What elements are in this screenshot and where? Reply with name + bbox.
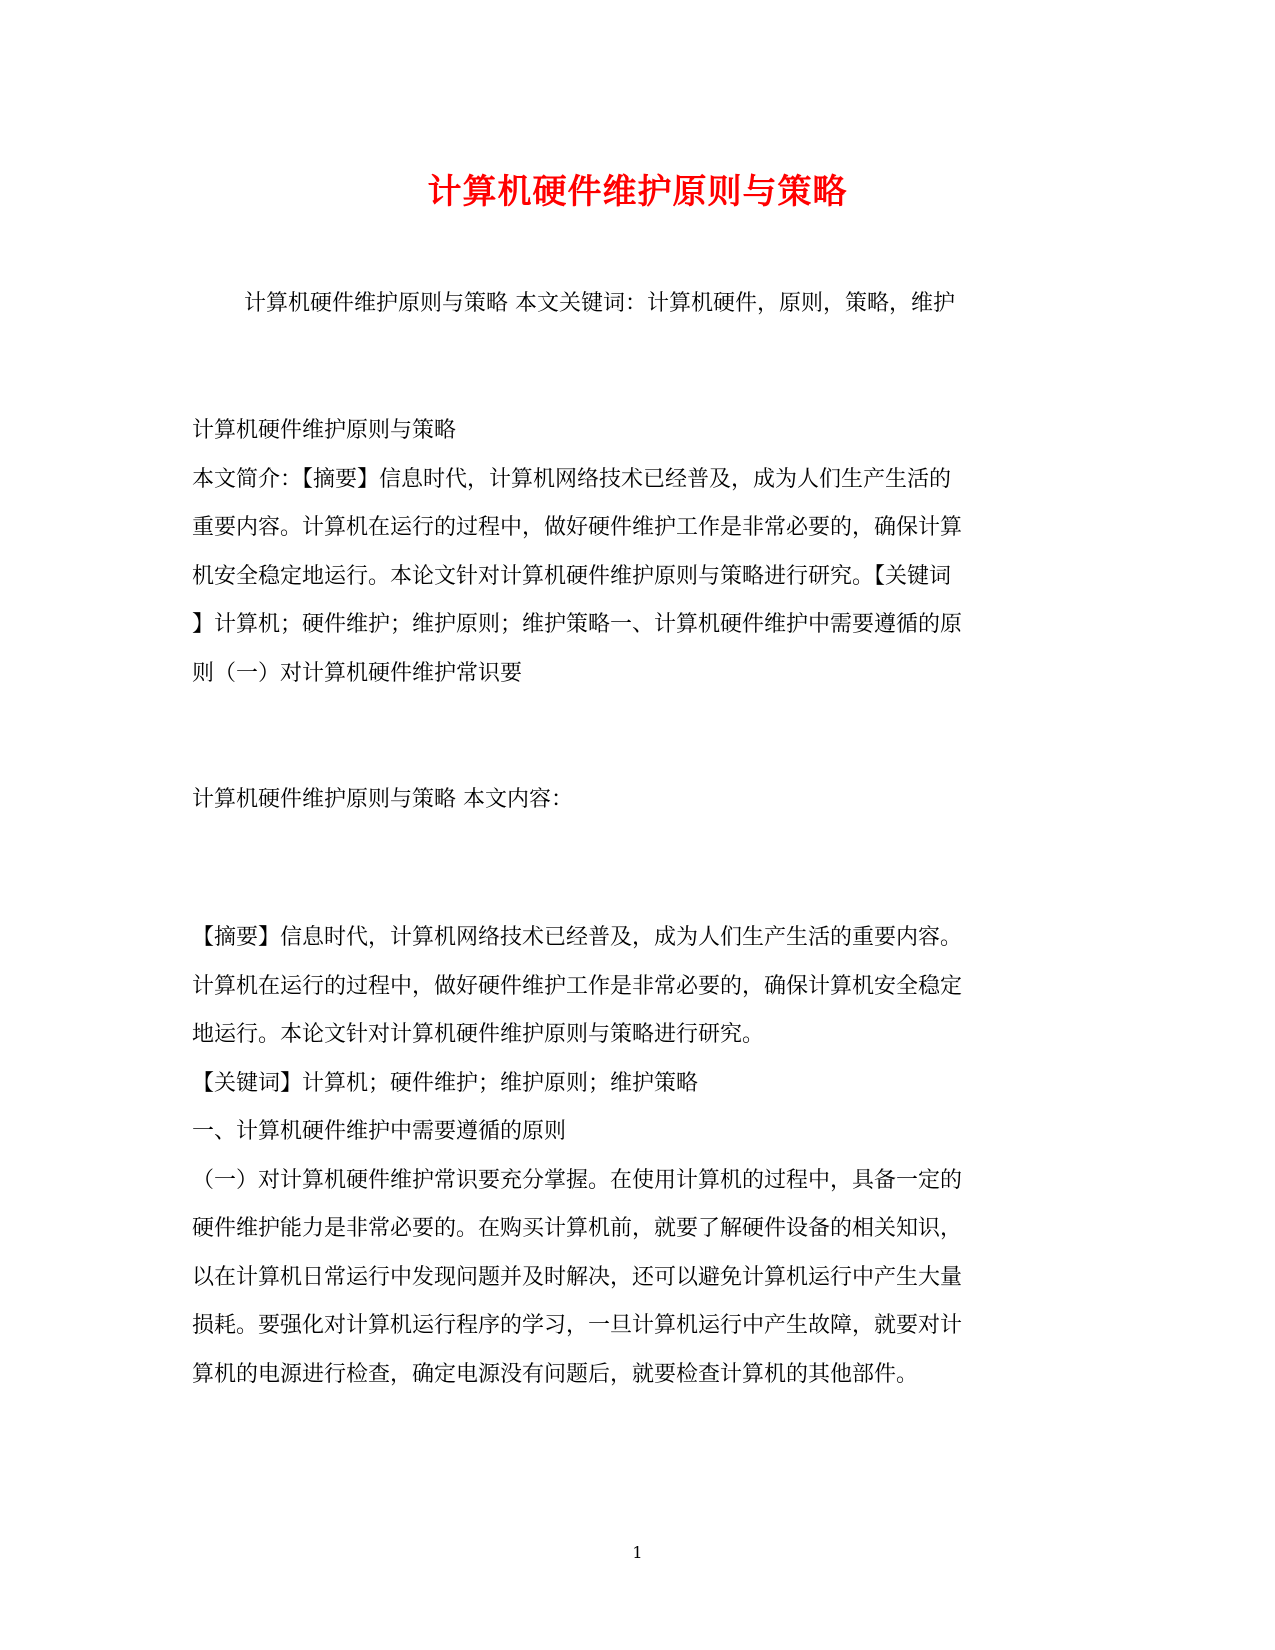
body-line: 硬件维护能力是非常必要的。在购买计算机前，就要了解硬件设备的相关知识， [192,1216,963,1241]
page-number: 1 [632,1543,643,1562]
body-line: 【摘要】信息时代，计算机网络技术已经普及，成为人们生产生活的重要内容。 [192,925,963,950]
intro-line: 计算机硬件维护原则与策略 [192,418,457,443]
body-line: 以在计算机日常运行中发现问题并及时解决，还可以避免计算机运行中产生大量 [192,1264,963,1290]
keywords-line: 计算机硬件维护原则与策略 本文关键词：计算机硬件，原则，策略，维护 [244,291,955,316]
intro-line: 】计算机；硬件维护；维护原则；维护策略一、计算机硬件维护中需要遵循的原 [192,612,963,637]
body-line: 损耗。要强化对计算机运行程序的学习，一旦计算机运行中产生故障，就要对计 [192,1313,963,1338]
intro-line: 机安全稳定地运行。本论文针对计算机硬件维护原则与策略进行研究。【关键词 [192,563,952,589]
content-heading: 计算机硬件维护原则与策略 本文内容： [192,787,573,812]
document-title: 计算机硬件维护原则与策略 [427,172,848,212]
intro-line: 本文简介：【摘要】信息时代，计算机网络技术已经普及，成为人们生产生活的 [192,466,952,492]
content-heading-block [192,776,1072,825]
body-block [192,914,1072,1399]
body-line: 地运行。本论文针对计算机硬件维护原则与策略进行研究。 [192,1022,765,1047]
intro-block [192,407,1072,698]
intro-line: 则（一）对计算机硬件维护常识要 [192,660,523,686]
body-line: 【关键词】计算机；硬件维护；维护原则；维护策略 [192,1070,699,1096]
body-line: 一、计算机硬件维护中需要遵循的原则 [192,1119,567,1144]
body-line: （一）对计算机硬件维护常识要充分掌握。在使用计算机的过程中，具备一定的 [192,1167,963,1193]
body-line: 计算机在运行的过程中，做好硬件维护工作是非常必要的，确保计算机安全稳定 [192,973,963,999]
intro-line: 重要内容。计算机在运行的过程中，做好硬件维护工作是非常必要的，确保计算 [192,515,963,540]
body-line: 算机的电源进行检查，确定电源没有问题后，就要检查计算机的其他部件。 [192,1361,919,1387]
